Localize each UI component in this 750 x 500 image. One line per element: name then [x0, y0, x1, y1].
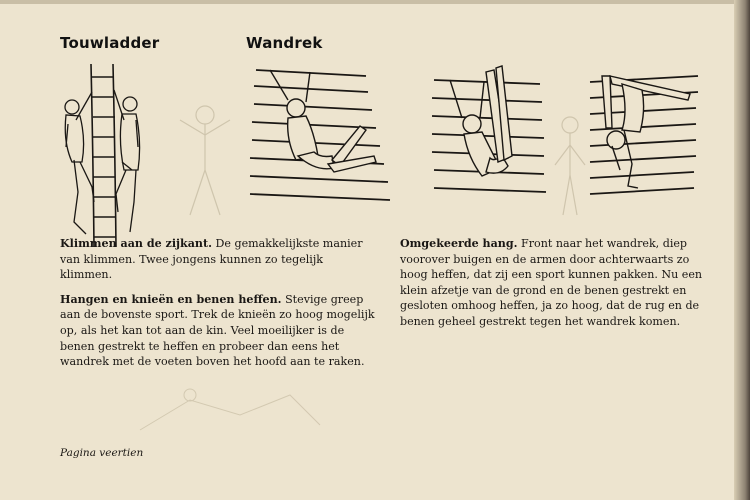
page-edge: [0, 0, 734, 4]
paragraph-title: Klimmen aan de zijkant.: [60, 237, 212, 250]
wallbar-knee-raise-illustration: [248, 60, 398, 210]
page-number-footer: Pagina veertien: [60, 447, 144, 459]
paragraph-body: Stevige greep aan de bovenste sport. Trek de knieën zo hoog mogelijk op, als het kan tot aan de kin. Veel moeilijker is de benen gestrekt te heffen en probeer dan eens het wandrek met de voeten boven het hoofd aan te raken.: [60, 292, 375, 369]
paragraph-body: De gemakkelijkste manier van klimmen. Twee jongens kunnen zo tegelijk klimmen.: [60, 237, 363, 282]
right-text-column: [400, 236, 720, 339]
rope-ladder-illustration: [58, 62, 148, 252]
paragraph-inverted-hang: [400, 236, 720, 330]
show-through-figure-3: [130, 380, 330, 440]
heading-touwladder: Touwladder: [60, 34, 160, 52]
show-through-figure: [160, 90, 250, 220]
paragraph-hanging-knee-raise: [60, 292, 375, 370]
book-spine: [734, 0, 750, 500]
paragraph-climbing-side: [60, 236, 375, 283]
wallbar-leg-raise-illustration: [428, 58, 548, 208]
heading-wandrek: Wandrek: [246, 34, 323, 52]
paragraph-title: Omgekeerde hang.: [400, 237, 518, 250]
left-text-column: [60, 236, 375, 379]
paragraph-body: Front naar het wandrek, diep voorover buigen en de armen door achterwaarts zo hoog heffen, dat zij een sport kunnen pakken. Nu een klein afzetje van de grond en de benen gestrekt en gesloten omhoog heffen, ja zo hoog, dat de rug en de benen geheel gestrekt tegen het wandrek komen.: [400, 237, 703, 328]
wallbar-inverted-hang-illustration: [582, 66, 702, 206]
paragraph-title: Hangen en knieën en benen heffen.: [60, 292, 282, 306]
